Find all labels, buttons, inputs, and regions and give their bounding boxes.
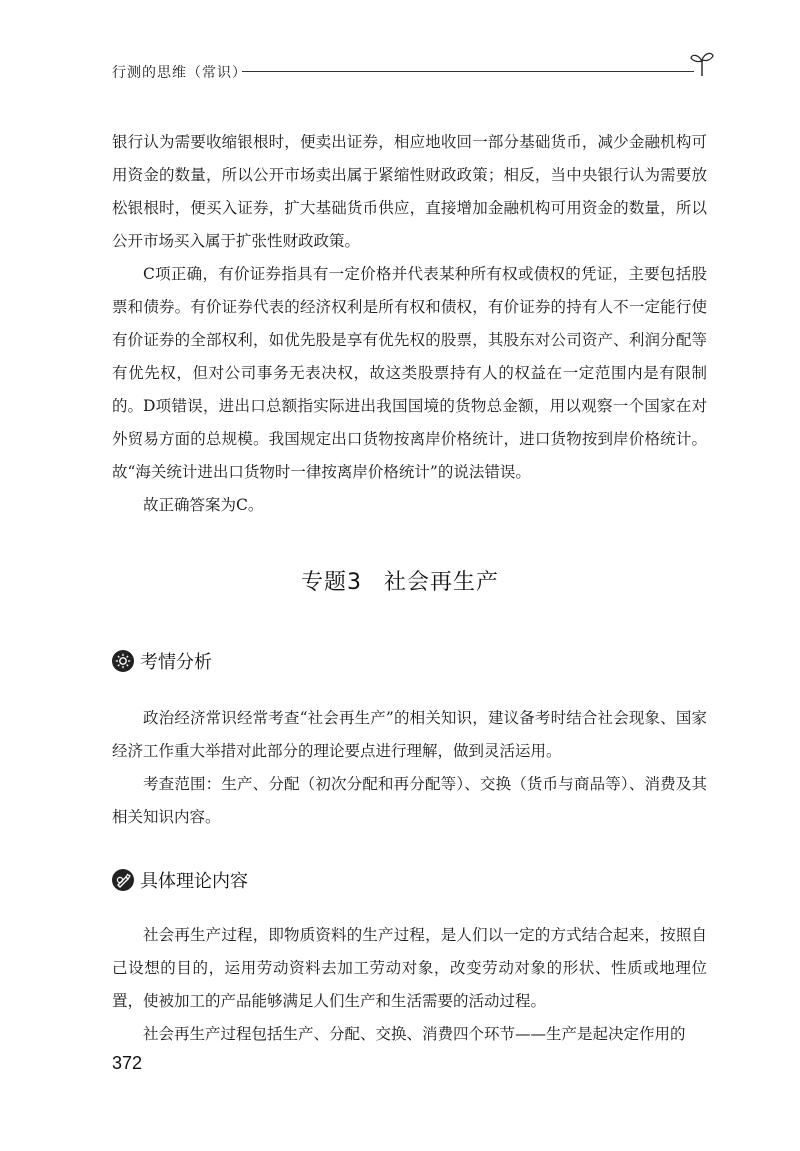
paragraph-analysis-intro: 政治经济常识经常考查“社会再生产”的相关知识，建议备考时结合社会现象、国家经济工作重大举措对此部分的理论要点进行理解，做到灵活运用。 (112, 709, 707, 760)
sprout-icon (690, 50, 714, 76)
paragraph-bank-policy: 银行认为需要收缩银根时，便卖出证券，相应地收回一部分基础货币，减少金融机构可用资金的数量，所以公开市场卖出属于紧缩性财政政策；相反，当中央银行认为需要放松银根时，便买入证券，扩大基础货币供应，直接增加金融机构可用资金的数量，所以公开市场买入属于扩张性财政政策。 (112, 133, 707, 250)
header-rule (242, 71, 694, 72)
topic-label: 专题3 (300, 570, 362, 595)
section-heading-theory (112, 866, 248, 894)
paragraph-analysis-scope: 考查范围：生产、分配（初次分配和再分配等）、交换（货币与商品等）、消费及其相关知识内容。 (112, 775, 707, 826)
section-heading-theory-text: 具体理论内容 (140, 871, 248, 892)
running-header-title: 行测的思维（常识） (112, 65, 247, 81)
paragraph-answer: 故正确答案为C。 (143, 496, 264, 514)
paragraph-theory-stages: 社会再生产过程包括生产、分配、交换、消费四个环节——生产是起决定作用的 (143, 1025, 686, 1043)
paragraph-option-c: C项正确，有价证券指具有一定价格并代表某种所有权或债权的凭证，主要包括股票和债券。有价证券代表的经济权利是所有权和债权，有价证券的持有人不一定能行使有价证券的全部权利，如优先股是享有优先权的股票，其股东对公司资产、利润分配等有优先权，但对公司事务无表决权，故这类股票持有人的权益在一定范围内是有限制的。 (112, 265, 707, 415)
section-heading-analysis-text: 考情分析 (140, 652, 212, 673)
paragraph-option-d: D项错误，进出口总额指实际进出我国国境的货物总金额，用以观察一个国家在对外贸易方面的总规模。我国规定出口货物按离岸价格统计，进口货物按到岸价格统计。故“海关统计进出口货物时一律按离岸价格统计”的说法错误。 (112, 397, 707, 481)
running-header (112, 56, 712, 86)
topic-title (0, 565, 800, 596)
pen-icon (112, 869, 134, 891)
page-number: 372 (112, 1053, 143, 1073)
sun-icon (112, 650, 134, 672)
section-heading-analysis (112, 647, 212, 675)
paragraph-theory-definition: 社会再生产过程，即物质资料的生产过程，是人们以一定的方式结合起来，按照自己设想的目的，运用劳动资料去加工劳动对象，改变劳动对象的形状、性质或地理位置，使被加工的产品能够满足人们生产和生活需要的活动过程。 (112, 926, 707, 1010)
topic-name: 社会再生产 (383, 570, 499, 595)
